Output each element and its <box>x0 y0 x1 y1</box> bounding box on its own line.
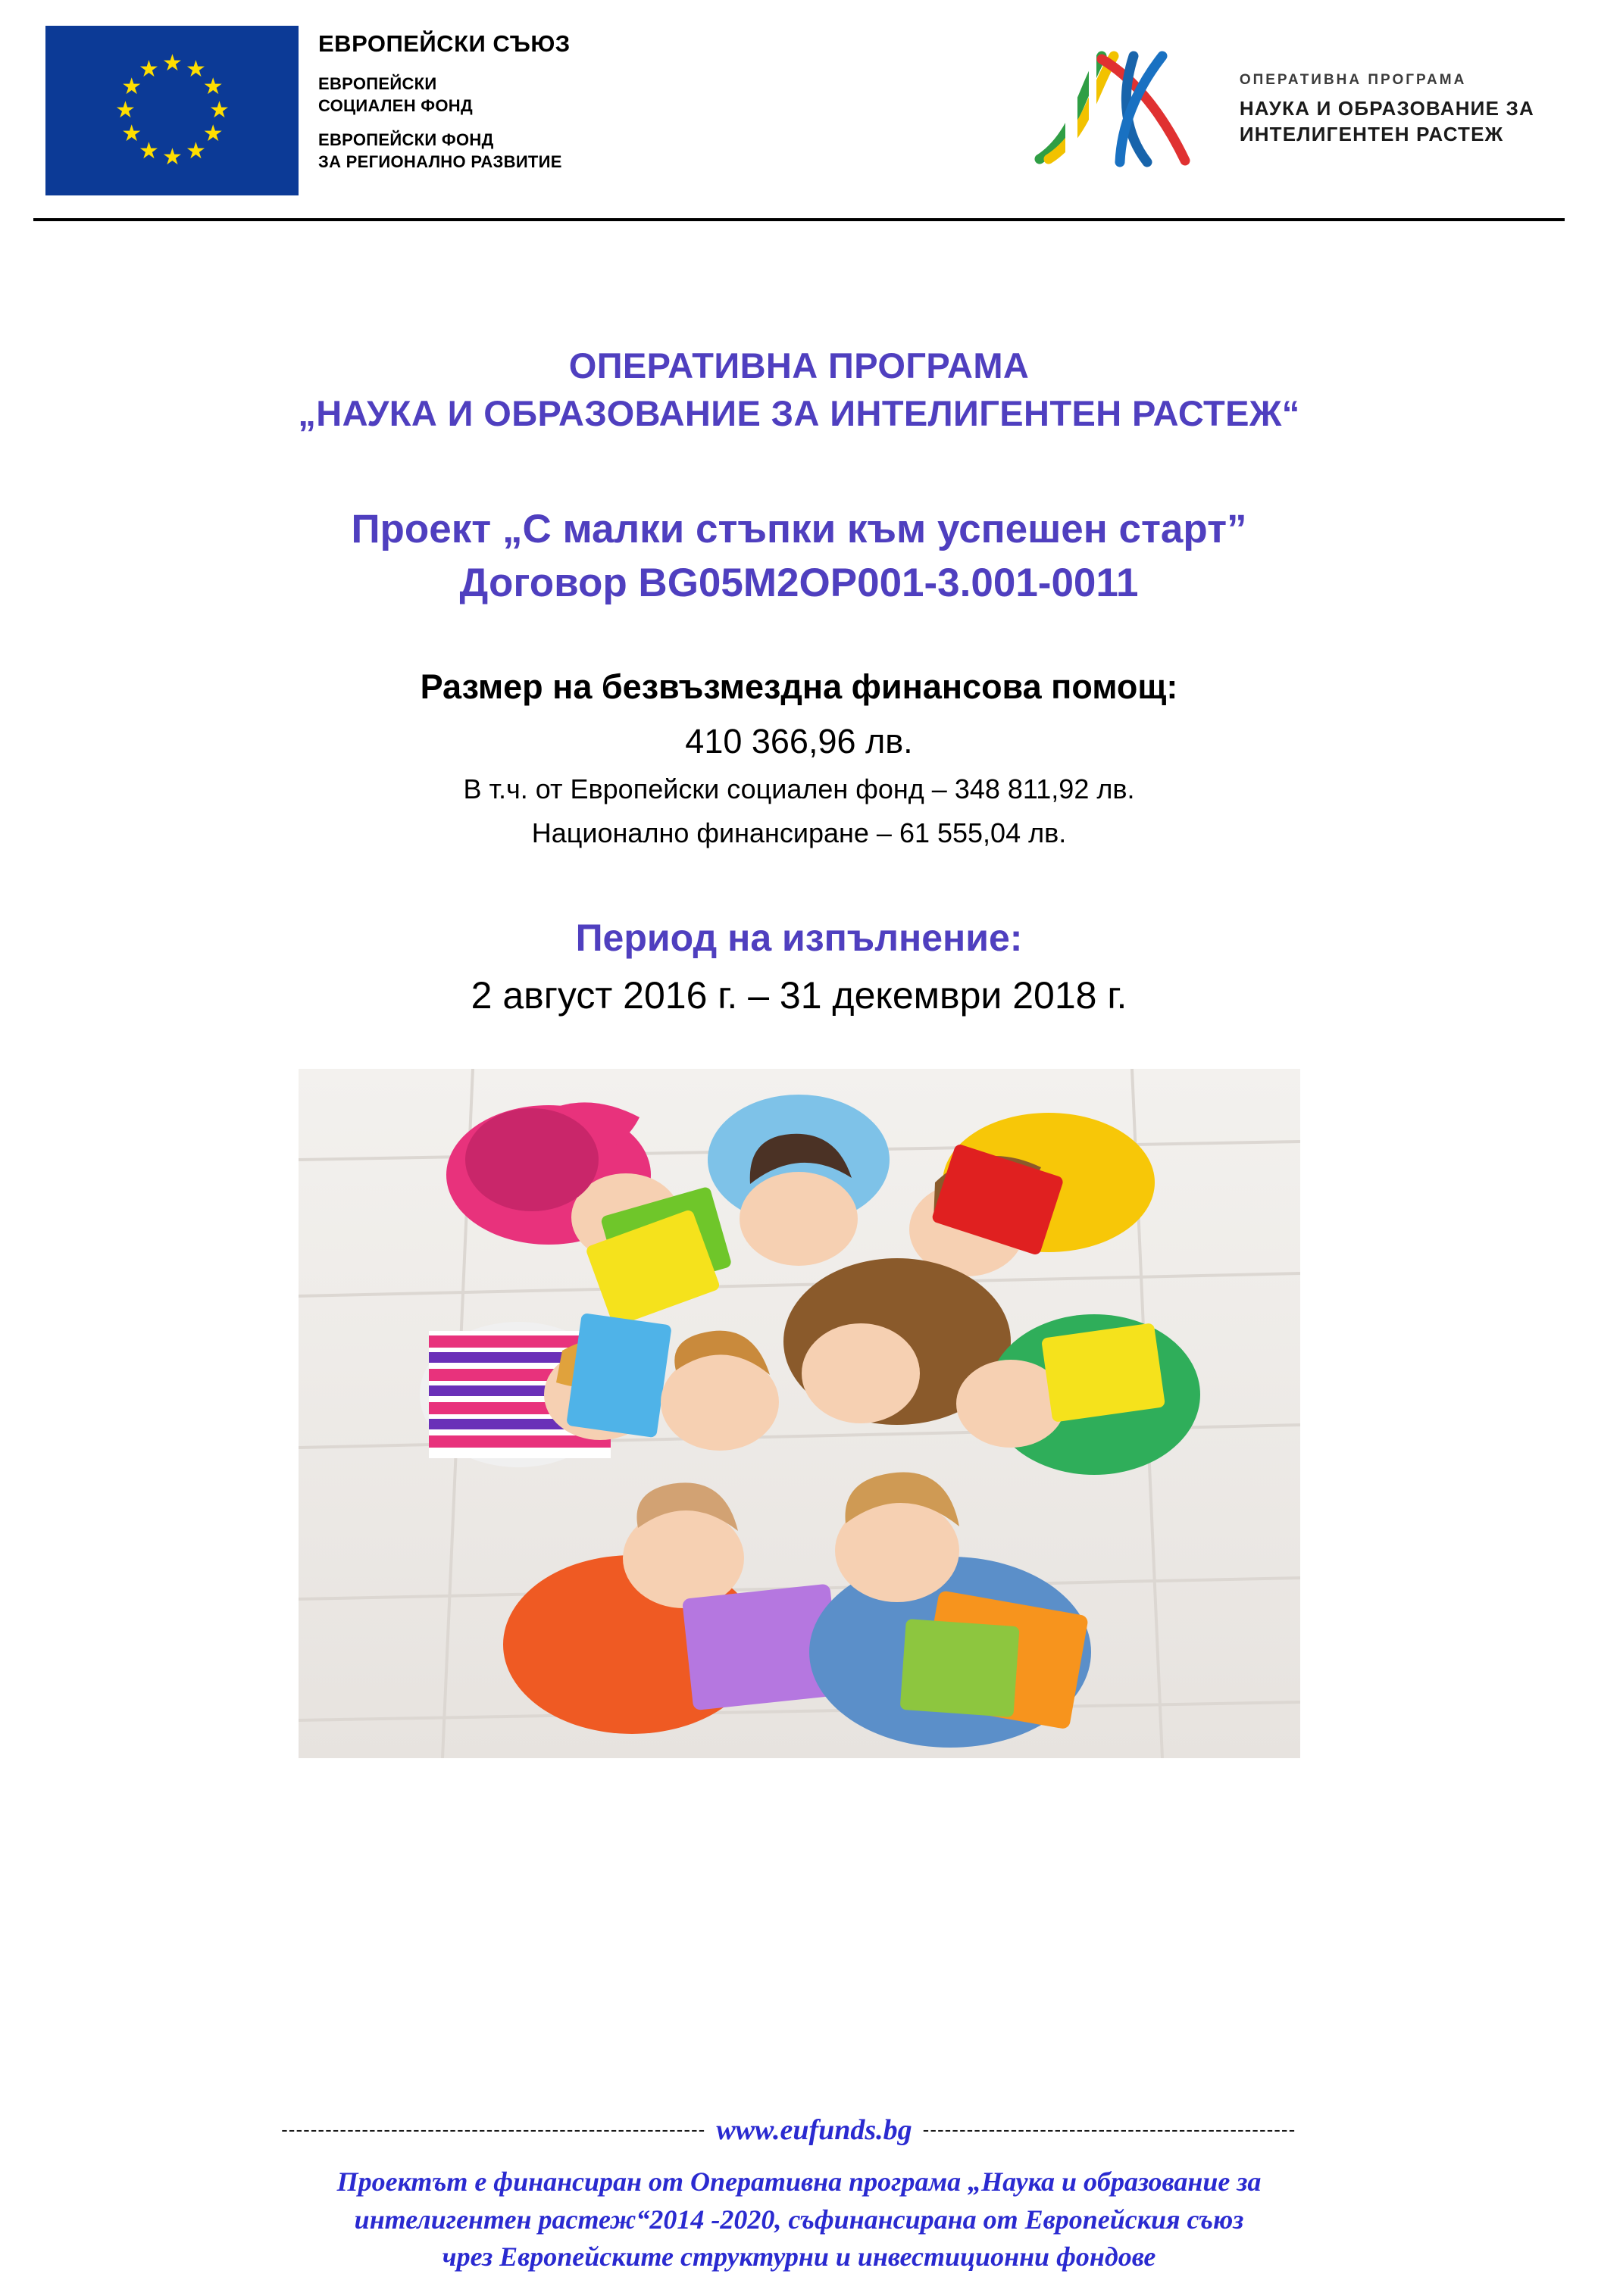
op-big-line2: ИНТЕЛИГЕНТЕН РАСТЕЖ <box>1239 122 1504 145</box>
grant-label: Размер на безвъзмездна финансова помощ: <box>420 667 1178 707</box>
footer-dashes-left: ---------------------------------------------------------- <box>281 2118 706 2141</box>
footer-disclaimer-line1: Проектът е финансиран от Оперативна програма „Наука и образование за <box>336 2166 1262 2197</box>
grant-national-line: Национално финансиране – 61 555,04 лв. <box>531 817 1067 849</box>
period-value: 2 август 2016 г. – 31 декември 2018 г. <box>471 974 1127 1017</box>
eu-star-icon: ★ <box>186 138 206 164</box>
grant-esf-line: В т.ч. от Европейски социален фонд – 348 811,92 лв. <box>463 773 1135 805</box>
eu-star-icon: ★ <box>121 74 142 99</box>
eu-star-icon: ★ <box>202 74 224 99</box>
eu-star-icon: ★ <box>121 121 142 146</box>
document-footer <box>0 2113 1598 2296</box>
eu-esf-line1: ЕВРОПЕЙСКИ <box>318 74 437 93</box>
eu-star-icon: ★ <box>139 57 159 83</box>
eu-erdf-line1: ЕВРОПЕЙСКИ ФОНД <box>318 130 494 150</box>
eu-emblem-text <box>318 26 571 185</box>
grant-amount: 410 366,96 лв. <box>685 722 913 761</box>
footer-disclaimer-line3: чрез Европейските структурни и инвестиционни фондове <box>442 2241 1156 2273</box>
eu-star-icon: ★ <box>162 145 183 170</box>
project-name: Проект „С малки стъпки към успешен старт” <box>351 507 1247 551</box>
op-logo-block <box>1029 26 1553 173</box>
footer-dashes-right: --------------------------------------------------- <box>922 2118 1296 2141</box>
eu-star-icon: ★ <box>115 98 136 123</box>
eu-star-icon: ★ <box>202 121 224 146</box>
eu-erdf-line2: ЗА РЕГИОНАЛНО РАЗВИТИЕ <box>318 152 562 172</box>
eufunds-link[interactable]: www.eufunds.bg <box>716 2113 912 2146</box>
program-title <box>53 342 1545 437</box>
eu-star-icon: ★ <box>139 138 159 164</box>
document-body <box>0 342 1598 1758</box>
eu-emblem-block <box>45 26 571 195</box>
eu-flag-icon <box>45 26 299 195</box>
eu-star-icon: ★ <box>186 57 206 83</box>
eu-star-icon: ★ <box>162 51 183 76</box>
op-big-line1: НАУКА И ОБРАЗОВАНИЕ ЗА <box>1239 97 1534 120</box>
footer-disclaimer-line2: интелигентен растеж“2014 -2020, съфинансирана от Европейския съюз <box>354 2204 1244 2235</box>
op-ribbon-icon <box>1029 45 1220 173</box>
footer-link-row <box>39 2113 1559 2147</box>
eu-esf-label <box>318 73 571 117</box>
op-small-label: ОПЕРАТИВНА ПРОГРАМА <box>1239 72 1467 89</box>
eu-erdf-label <box>318 129 571 173</box>
project-title <box>53 502 1545 610</box>
eu-esf-line2: СОЦИАЛЕН ФОНД <box>318 96 473 116</box>
photo-container <box>53 1069 1545 1758</box>
document-header <box>0 0 1598 220</box>
period-label: Период на изпълнение: <box>575 917 1023 960</box>
eu-star-icon: ★ <box>209 98 230 123</box>
program-title-line1: ОПЕРАТИВНА ПРОГРАМА <box>568 345 1030 386</box>
header-divider <box>33 218 1565 221</box>
children-photo-illustration <box>299 1069 1300 1758</box>
program-title-line2: „НАУКА И ОБРАЗОВАНИЕ ЗА ИНТЕЛИГЕНТЕН РАСТЕЖ“ <box>298 392 1300 433</box>
eu-title: ЕВРОПЕЙСКИ СЪЮЗ <box>318 30 571 57</box>
children-photo <box>299 1069 1300 1758</box>
op-logo-text <box>1240 70 1534 147</box>
footer-disclaimer <box>39 2163 1559 2276</box>
contract-number: Договор BG05M2OP001-3.001-0011 <box>459 561 1139 606</box>
